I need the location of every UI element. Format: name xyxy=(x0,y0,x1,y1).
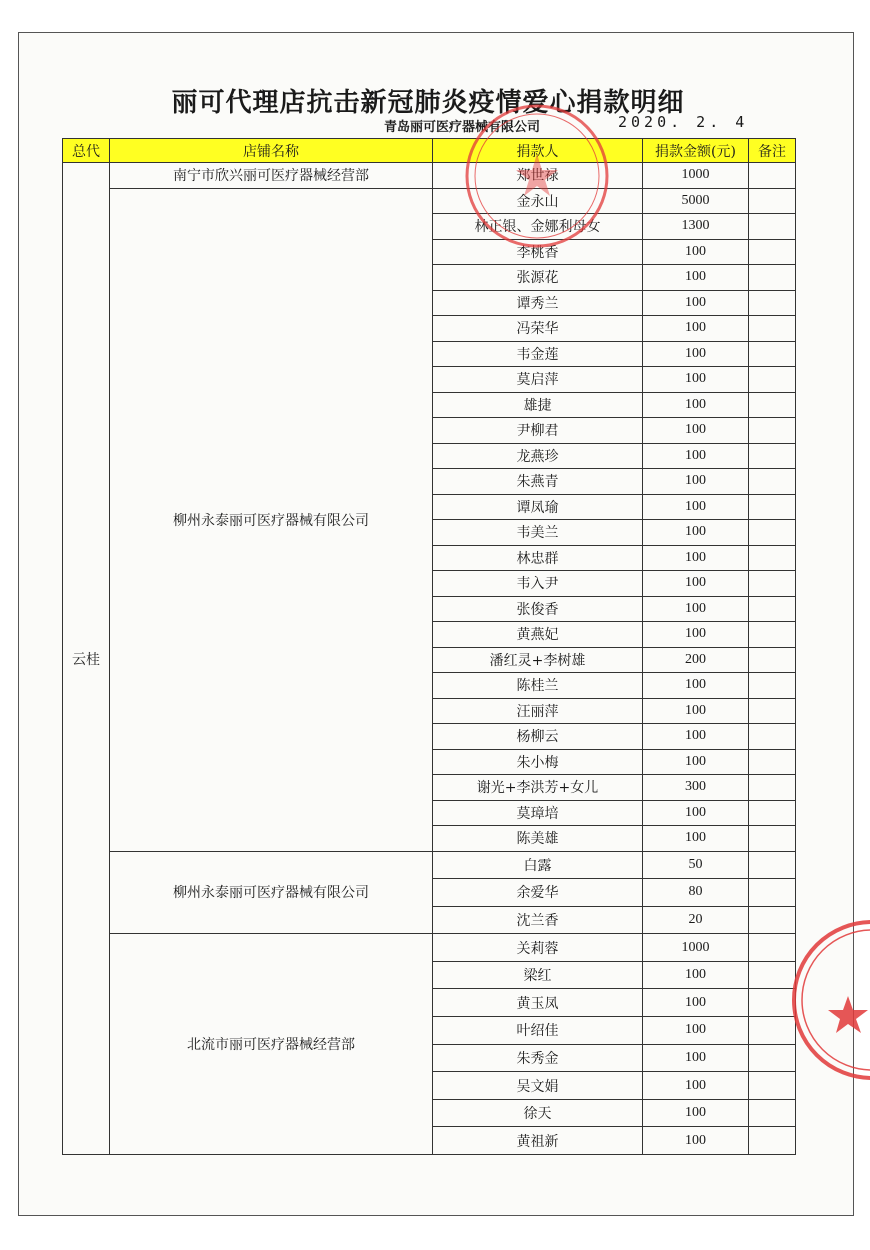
remark-cell xyxy=(749,961,796,989)
remark-cell xyxy=(749,724,796,750)
donor-cell: 韦入尹 xyxy=(433,571,643,597)
amount-cell: 100 xyxy=(643,571,749,597)
donor-cell: 陈桂兰 xyxy=(433,673,643,699)
donor-cell: 谭秀兰 xyxy=(433,290,643,316)
donor-cell: 韦金莲 xyxy=(433,341,643,367)
header-store: 店铺名称 xyxy=(110,139,433,163)
remark-cell xyxy=(749,520,796,546)
donor-cell: 林忠群 xyxy=(433,545,643,571)
amount-cell: 100 xyxy=(643,418,749,444)
remark-cell xyxy=(749,494,796,520)
donor-cell: 张俊香 xyxy=(433,596,643,622)
company-name: 青岛丽可医疗器械有限公司 xyxy=(384,120,541,135)
amount-cell: 100 xyxy=(643,800,749,826)
amount-cell: 100 xyxy=(643,469,749,495)
remark-cell xyxy=(749,239,796,265)
header-remark: 备注 xyxy=(749,139,796,163)
amount-cell: 1300 xyxy=(643,214,749,240)
table-header-row xyxy=(63,139,796,163)
amount-cell: 100 xyxy=(643,698,749,724)
donation-table xyxy=(62,138,796,1155)
remark-cell xyxy=(749,647,796,673)
remark-cell xyxy=(749,265,796,291)
donor-cell: 梁红 xyxy=(433,961,643,989)
donor-cell: 冯荣华 xyxy=(433,316,643,342)
store-name-cell: 南宁市欣兴丽可医疗器械经营部 xyxy=(110,163,433,189)
remark-cell xyxy=(749,443,796,469)
amount-cell: 100 xyxy=(643,265,749,291)
donor-cell: 龙燕珍 xyxy=(433,443,643,469)
donor-cell: 郑世禄 xyxy=(433,163,643,189)
remark-cell xyxy=(749,392,796,418)
remark-cell xyxy=(749,1099,796,1127)
amount-cell: 200 xyxy=(643,647,749,673)
document-date: 2020. 2. 4 xyxy=(618,113,749,131)
amount-cell: 300 xyxy=(643,775,749,801)
donor-cell: 余爱华 xyxy=(433,879,643,907)
amount-cell: 100 xyxy=(643,673,749,699)
donor-cell: 朱小梅 xyxy=(433,749,643,775)
amount-cell: 5000 xyxy=(643,188,749,214)
amount-cell: 100 xyxy=(643,989,749,1017)
remark-cell xyxy=(749,989,796,1017)
amount-cell: 100 xyxy=(643,1099,749,1127)
header-region: 总代 xyxy=(63,139,110,163)
remark-cell xyxy=(749,698,796,724)
page-title: 丽可代理店抗击新冠肺炎疫情爱心捐款明细 xyxy=(171,88,685,118)
donor-cell: 朱燕青 xyxy=(433,469,643,495)
table-row xyxy=(63,163,796,189)
amount-cell: 20 xyxy=(643,906,749,934)
amount-cell: 100 xyxy=(643,520,749,546)
remark-cell xyxy=(749,906,796,934)
amount-cell: 100 xyxy=(643,239,749,265)
header-donor: 捐款人 xyxy=(433,139,643,163)
store-name-cell: 北流市丽可医疗器械经营部 xyxy=(110,934,433,1155)
remark-cell xyxy=(749,800,796,826)
amount-cell: 100 xyxy=(643,826,749,852)
remark-cell xyxy=(749,545,796,571)
amount-cell: 50 xyxy=(643,851,749,879)
amount-cell: 1000 xyxy=(643,934,749,962)
remark-cell xyxy=(749,775,796,801)
donor-cell: 陈美雄 xyxy=(433,826,643,852)
donor-cell: 叶绍佳 xyxy=(433,1017,643,1045)
donor-cell: 谢光+李洪芳+女儿 xyxy=(433,775,643,801)
donor-cell: 潘红灵+李树雄 xyxy=(433,647,643,673)
remark-cell xyxy=(749,341,796,367)
donor-cell: 汪丽萍 xyxy=(433,698,643,724)
amount-cell: 100 xyxy=(643,545,749,571)
remark-cell xyxy=(749,214,796,240)
donor-cell: 谭凤瑜 xyxy=(433,494,643,520)
amount-cell: 100 xyxy=(643,494,749,520)
donor-cell: 莫启萍 xyxy=(433,367,643,393)
amount-cell: 100 xyxy=(643,367,749,393)
remark-cell xyxy=(749,826,796,852)
remark-cell xyxy=(749,188,796,214)
donor-cell: 张源花 xyxy=(433,265,643,291)
donor-cell: 白露 xyxy=(433,851,643,879)
amount-cell: 100 xyxy=(643,316,749,342)
amount-cell: 100 xyxy=(643,596,749,622)
donor-cell: 韦美兰 xyxy=(433,520,643,546)
remark-cell xyxy=(749,1072,796,1100)
remark-cell xyxy=(749,1044,796,1072)
remark-cell xyxy=(749,163,796,189)
donor-cell: 莫璋培 xyxy=(433,800,643,826)
amount-cell: 1000 xyxy=(643,163,749,189)
amount-cell: 100 xyxy=(643,443,749,469)
header-amount: 捐款金额(元) xyxy=(643,139,749,163)
table-row xyxy=(63,934,796,962)
table-row xyxy=(63,851,796,879)
amount-cell: 100 xyxy=(643,392,749,418)
amount-cell: 100 xyxy=(643,622,749,648)
remark-cell xyxy=(749,1017,796,1045)
amount-cell: 100 xyxy=(643,724,749,750)
amount-cell: 100 xyxy=(643,1044,749,1072)
remark-cell xyxy=(749,367,796,393)
amount-cell: 80 xyxy=(643,879,749,907)
remark-cell xyxy=(749,469,796,495)
amount-cell: 100 xyxy=(643,961,749,989)
amount-cell: 100 xyxy=(643,1072,749,1100)
amount-cell: 100 xyxy=(643,341,749,367)
remark-cell xyxy=(749,596,796,622)
donor-cell: 金永山 xyxy=(433,188,643,214)
donor-cell: 徐天 xyxy=(433,1099,643,1127)
region-cell: 云桂 xyxy=(63,163,110,1155)
remark-cell xyxy=(749,851,796,879)
remark-cell xyxy=(749,571,796,597)
donor-cell: 朱秀金 xyxy=(433,1044,643,1072)
remark-cell xyxy=(749,673,796,699)
donor-cell: 林正银、金娜利母女 xyxy=(433,214,643,240)
donor-cell: 吴文娟 xyxy=(433,1072,643,1100)
remark-cell xyxy=(749,290,796,316)
remark-cell xyxy=(749,879,796,907)
table-row xyxy=(63,188,796,214)
donor-cell: 杨柳云 xyxy=(433,724,643,750)
donor-cell: 雄捷 xyxy=(433,392,643,418)
amount-cell: 100 xyxy=(643,1017,749,1045)
remark-cell xyxy=(749,418,796,444)
amount-cell: 100 xyxy=(643,290,749,316)
amount-cell: 100 xyxy=(643,1127,749,1155)
donor-cell: 关莉蓉 xyxy=(433,934,643,962)
donor-cell: 沈兰香 xyxy=(433,906,643,934)
remark-cell xyxy=(749,1127,796,1155)
amount-cell: 100 xyxy=(643,749,749,775)
remark-cell xyxy=(749,934,796,962)
donor-cell: 黄祖新 xyxy=(433,1127,643,1155)
store-name-cell: 柳州永泰丽可医疗器械有限公司 xyxy=(110,851,433,934)
donor-cell: 黄燕妃 xyxy=(433,622,643,648)
remark-cell xyxy=(749,622,796,648)
donor-cell: 李桃香 xyxy=(433,239,643,265)
donor-cell: 黄玉凤 xyxy=(433,989,643,1017)
remark-cell xyxy=(749,749,796,775)
donor-cell: 尹柳君 xyxy=(433,418,643,444)
remark-cell xyxy=(749,316,796,342)
store-name-cell: 柳州永泰丽可医疗器械有限公司 xyxy=(110,188,433,851)
